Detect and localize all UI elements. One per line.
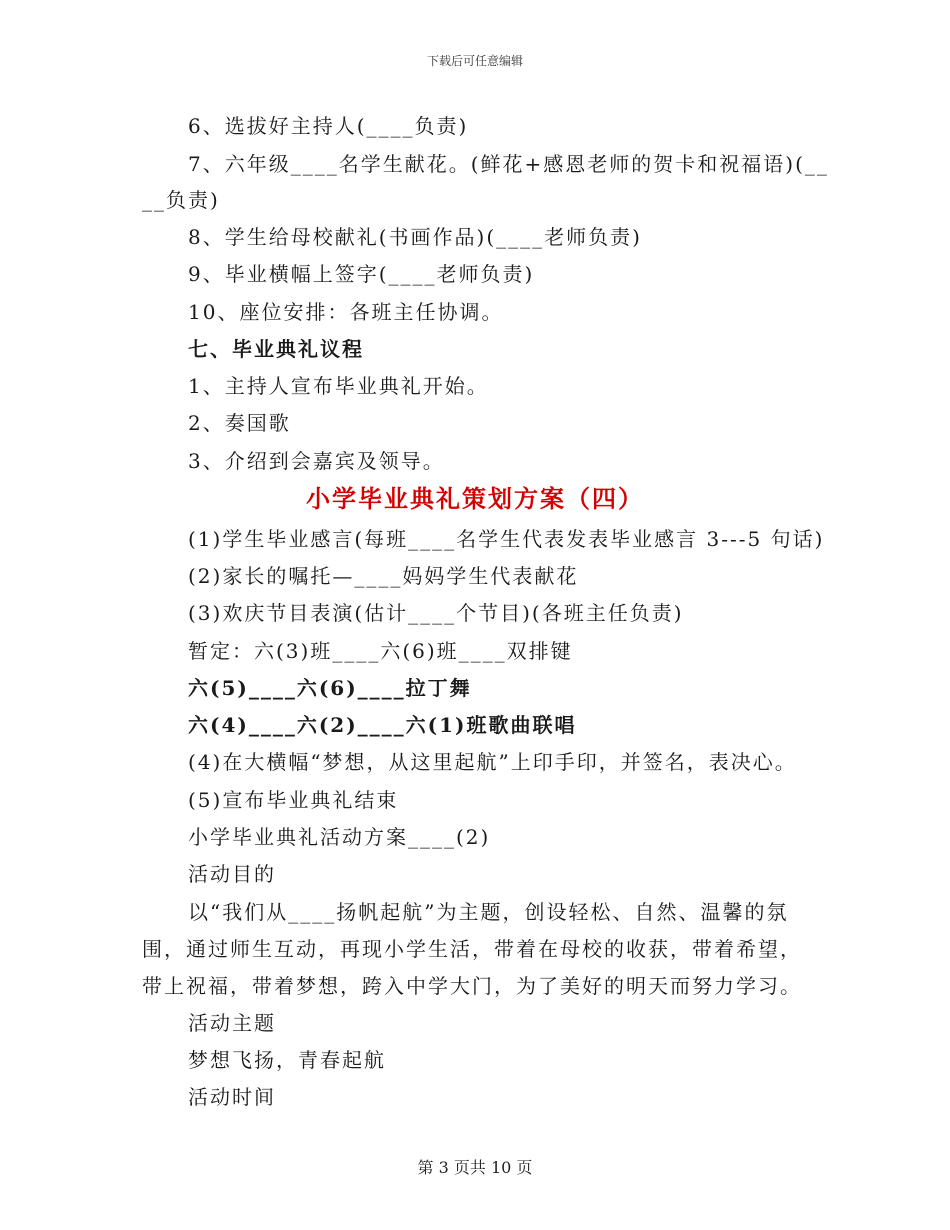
text-line: (5)宣布毕业典礼结束 bbox=[188, 788, 399, 812]
text-line-bold: 六(5)____六(6)____拉丁舞 bbox=[188, 676, 472, 700]
text-line: 以“我们从____扬帆起航”为主题，创设轻松、自然、温馨的氛 bbox=[188, 900, 789, 924]
text-line: 梦想飞扬，青春起航 bbox=[188, 1048, 386, 1072]
text-line: 6、选拔好主持人(____负责) bbox=[188, 114, 469, 138]
text-line: 活动主题 bbox=[188, 1011, 276, 1035]
text-line: (1)学生毕业感言(每班____名学生代表发表毕业感言 3---5 句话) bbox=[188, 527, 825, 551]
text-line: 3、介绍到会嘉宾及领导。 bbox=[188, 449, 445, 473]
text-line: (2)家长的嘱托—____妈妈学生代表献花 bbox=[188, 564, 579, 588]
text-line: 8、学生给母校献礼(书画作品)(____老师负责) bbox=[188, 225, 642, 249]
text-line: 带上祝福，带着梦想，跨入中学大门，为了美好的明天而努力学习。 bbox=[142, 974, 802, 998]
text-line: 暂定：六(3)班____六(6)班____双排键 bbox=[188, 639, 573, 663]
text-line: 7、六年级____名学生献花。(鲜花+感恩老师的贺卡和祝福语)(__ bbox=[188, 152, 829, 176]
text-line: 9、毕业横幅上签字(____老师负责) bbox=[188, 262, 535, 286]
text-line: 10、座位安排：各班主任协调。 bbox=[188, 300, 504, 324]
text-line-bold: 六(4)____六(2)____六(1)班歌曲联唱 bbox=[188, 713, 577, 737]
section-heading: 七、毕业典礼议程 bbox=[188, 337, 364, 361]
text-line: 活动时间 bbox=[188, 1085, 276, 1109]
text-line: 1、主持人宣布毕业典礼开始。 bbox=[188, 374, 489, 398]
text-line: (3)欢庆节目表演(估计____个节目)(各班主任负责) bbox=[188, 601, 684, 625]
page-header: 下载后可任意编辑 bbox=[426, 54, 523, 68]
text-line: 小学毕业典礼活动方案____(2) bbox=[188, 825, 491, 849]
document-title: 小学毕业典礼策划方案（四） bbox=[306, 484, 644, 513]
text-line: 活动目的 bbox=[188, 862, 276, 886]
text-line: (4)在大横幅“梦想，从这里起航”上印手印，并签名，表决心。 bbox=[188, 750, 797, 774]
page-footer: 第 3 页共 10 页 bbox=[417, 1158, 533, 1177]
text-line: 围，通过师生互动，再现小学生活，带着在母校的收获，带着希望， bbox=[142, 937, 802, 961]
text-line: __负责) bbox=[142, 188, 220, 212]
text-line: 2、奏国歌 bbox=[188, 411, 291, 435]
